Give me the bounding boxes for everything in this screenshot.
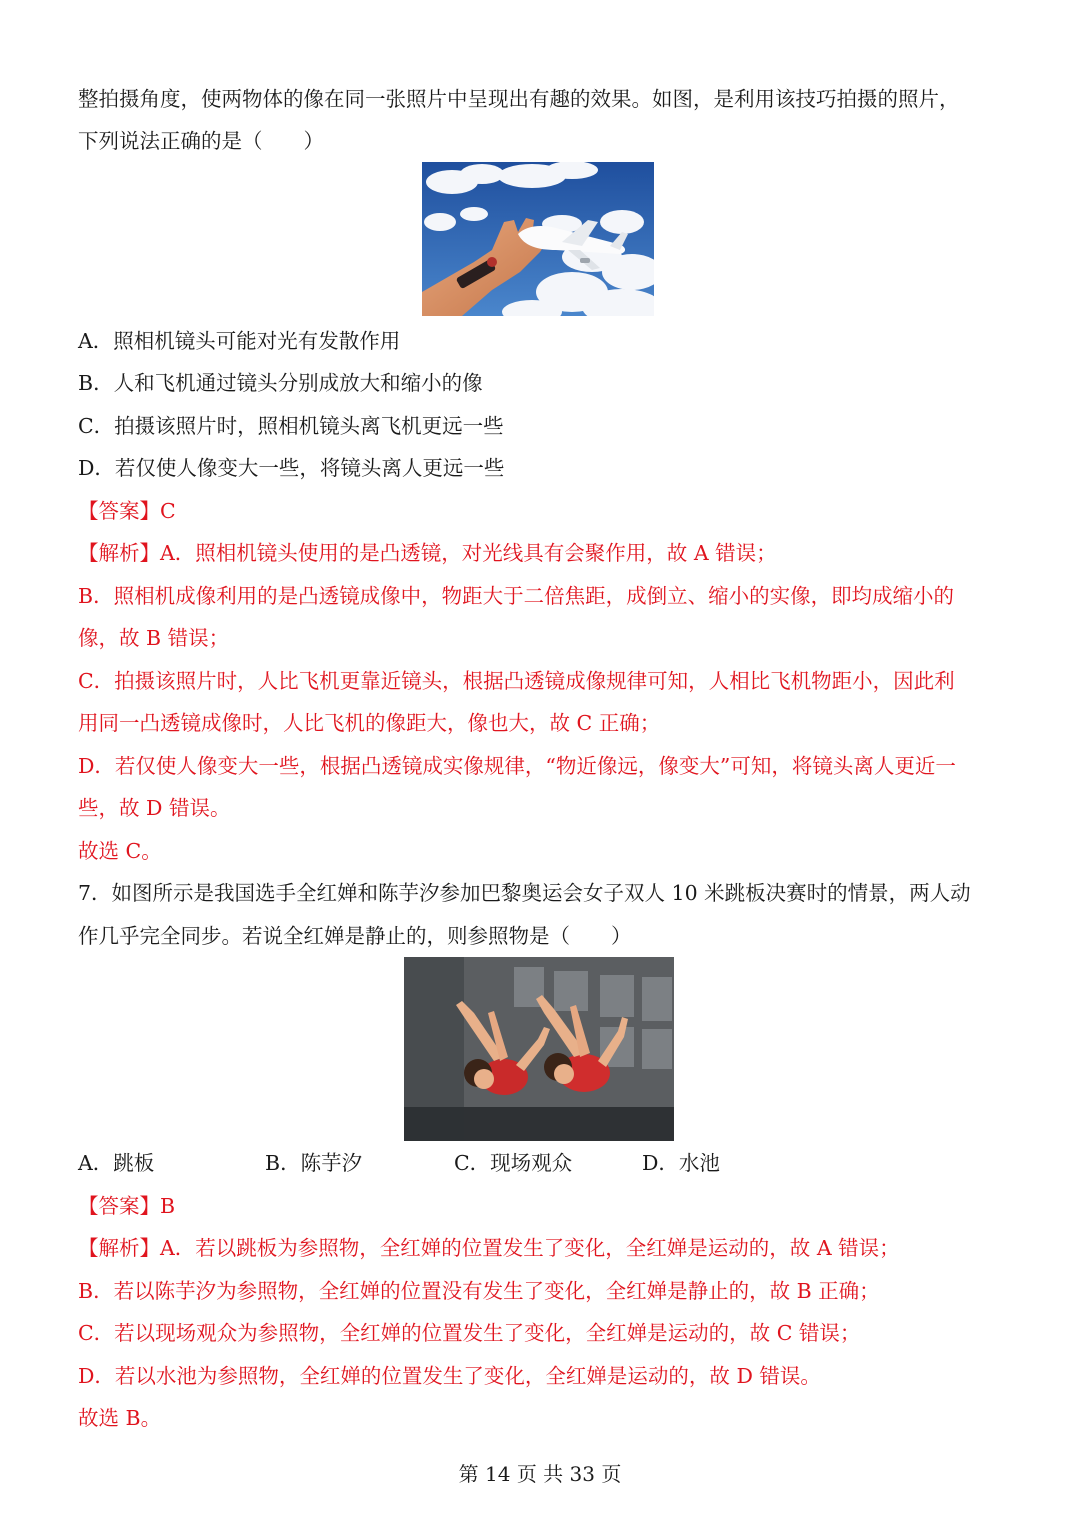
analysis-line: D．若以水池为参照物，全红婵的位置发生了变化，全红婵是运动的，故 D 错误。 [78, 1364, 821, 1388]
option-b: B．人和飞机通过镜头分别成放大和缩小的像 [78, 371, 483, 395]
question-7-stem-line-1: 7．如图所示是我国选手全红婵和陈芋汐参加巴黎奥运会女子双人 10 米跳板决赛时的情景，两人动 [78, 881, 971, 905]
analysis-line: 些，故 D 错误。 [78, 796, 231, 820]
option-b: B．陈芋汐 [265, 1151, 363, 1175]
analysis-line: 像，故 B 错误； [78, 626, 230, 650]
analysis-line: C．拍摄该照片时，人比飞机更靠近镜头，根据凸透镜成像规律可知，人相比飞机物距小，因此利 [78, 669, 955, 693]
option-c: C．现场观众 [454, 1151, 573, 1175]
analysis-line: C．若以现场观众为参照物，全红婵的位置发生了变化，全红婵是运动的，故 C 错误； [78, 1321, 861, 1345]
analysis-line: 用同一凸透镜成像时，人比飞机的像距大，像也大，故 C 正确； [78, 711, 661, 735]
analysis-line: D．若仅使人像变大一些，根据凸透镜成实像规律，“物近像远，像变大”可知，将镜头离人更近一 [78, 754, 956, 778]
question-6-stem-line-2: 下列说法正确的是（ ） [78, 129, 324, 153]
divers-photo [404, 957, 674, 1141]
analysis-line: B．若以陈芋汐为参照物，全红婵的位置没有发生了变化，全红婵是静止的，故 B 正确； [78, 1279, 880, 1303]
question-6-stem-line-1: 整拍摄角度，使两物体的像在同一张照片中呈现出有趣的效果。如图，是利用该技巧拍摄的照片， [78, 87, 960, 111]
answer-label: 【答案】B [78, 1194, 176, 1218]
airplane-hand-illustration [422, 162, 654, 316]
airplane-hand-photo [422, 162, 654, 316]
answer-label: 【答案】C [78, 499, 176, 523]
question-7-options [78, 1148, 1008, 1178]
option-c: C．拍摄该照片时，照相机镜头离飞机更远一些 [78, 414, 504, 438]
question-7-stem-line-2: 作几乎完全同步。若说全红婵是静止的，则参照物是（ ） [78, 924, 632, 948]
option-d: D．若仅使人像变大一些，将镜头离人更远一些 [78, 456, 505, 480]
option-d: D．水池 [642, 1151, 720, 1175]
analysis-line: B．照相机成像利用的是凸透镜成像中，物距大于二倍焦距，成倒立、缩小的实像，即均成缩小的 [78, 584, 955, 608]
analysis-line: 【解析】A．照相机镜头使用的是凸透镜，对光线具有会聚作用，故 A 错误； [78, 541, 777, 565]
option-a: A．照相机镜头可能对光有发散作用 [78, 329, 401, 353]
divers-illustration [404, 957, 674, 1141]
conclusion-line: 故选 C。 [78, 839, 162, 863]
option-a: A．跳板 [78, 1151, 155, 1175]
analysis-line: 【解析】A．若以跳板为参照物，全红婵的位置发生了变化，全红婵是运动的，故 A 错误； [78, 1236, 900, 1260]
page-footer: 第 14 页 共 33 页 [458, 1462, 622, 1486]
conclusion-line: 故选 B。 [78, 1406, 162, 1430]
